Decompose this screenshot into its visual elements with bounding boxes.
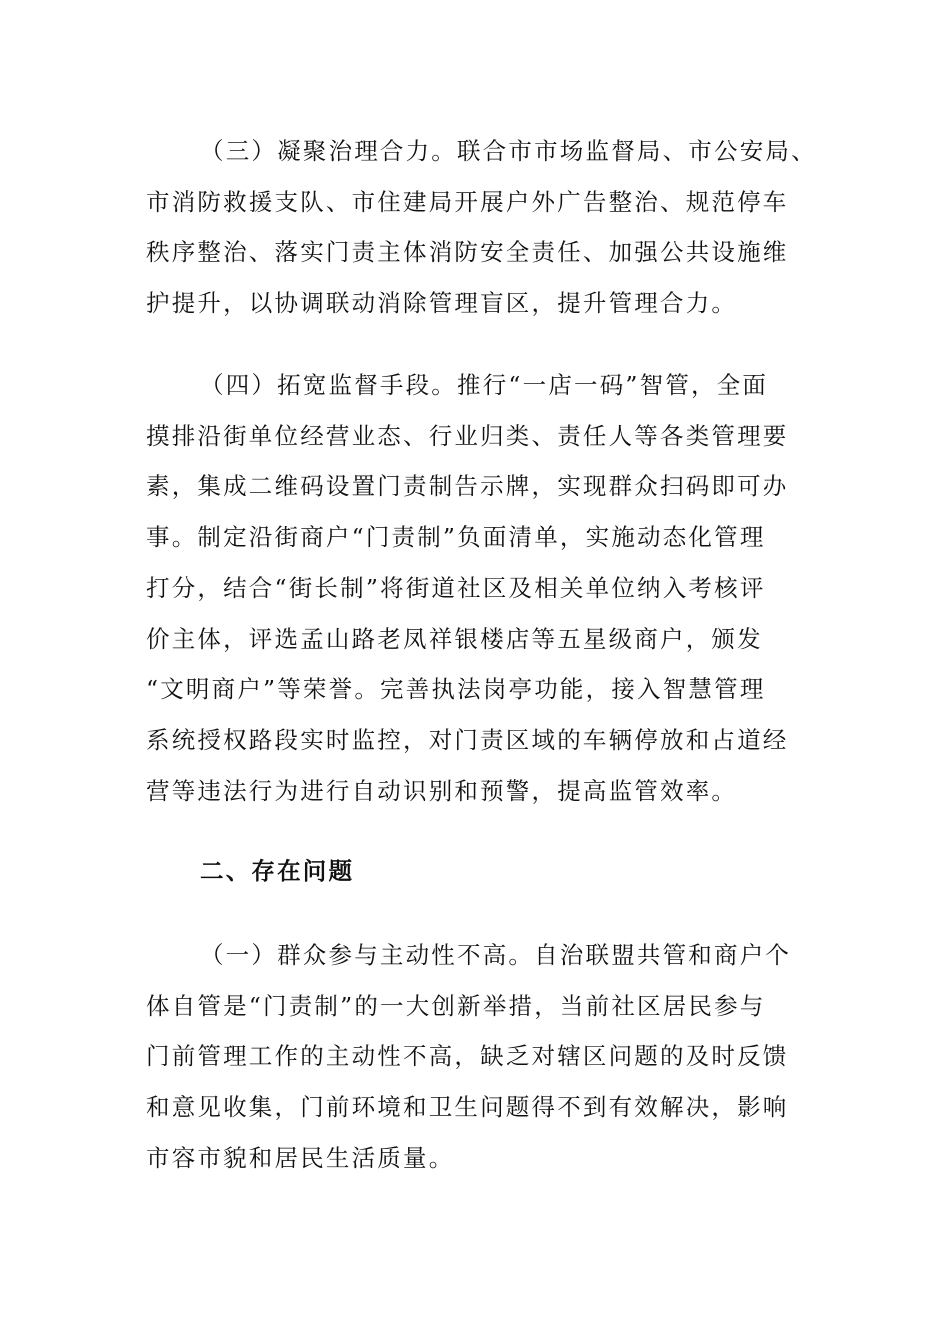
paragraph-line: （三）凝聚治理合力。联合市市场监督局、市公安局、: [200, 137, 817, 165]
paragraph-line: 事。制定沿街商户“门责制”负面清单，实施动态化管理: [146, 523, 766, 552]
paragraph-line: 体自管是“门责制”的一大创新举措，当前社区居民参与: [146, 991, 766, 1020]
paragraph-line: 系统授权路段实时监控，对门责区域的车辆停放和占道经: [146, 725, 789, 754]
paragraph-line: 摸排沿街单位经营业态、行业归类、责任人等各类管理要: [146, 421, 789, 450]
paragraph-line: 护提升，以协调联动消除管理盲区，提升管理合力。: [146, 289, 738, 318]
paragraph-line: 营等违法行为进行自动识别和预警，提高监管效率。: [146, 776, 738, 805]
paragraph-unify-governance: [146, 126, 817, 329]
paragraph-line: 和意见收集，门前环境和卫生问题得不到有效解决，影响: [146, 1093, 789, 1122]
paragraph-line: “文明商户”等荣誉。完善执法岗亭功能，接入智慧管理: [146, 675, 766, 704]
paragraph-line: 门前管理工作的主动性不高，缺乏对辖区问题的及时反馈: [146, 1042, 789, 1071]
section-heading: 二、存在问题: [200, 857, 355, 885]
paragraph-supervision-means: [146, 360, 796, 816]
paragraph-line: 价主体，评选孟山路老凤祥银楼店等五星级商户，颁发: [146, 624, 763, 653]
paragraph-line: （四）拓宽监督手段。推行“一店一码”智管，全面: [200, 371, 769, 399]
paragraph-line: 秩序整治、落实门责主体消防安全责任、加强公共设施维: [146, 238, 789, 267]
paragraph-line: 市容市貌和居民生活质量。: [146, 1143, 455, 1172]
paragraph-public-participation: [146, 930, 796, 1184]
paragraph-line: 市消防救援支队、市住建局开展户外广告整治、规范停车: [146, 187, 789, 216]
paragraph-line: 打分，结合“街长制”将街道社区及相关单位纳入考核评: [146, 573, 766, 602]
paragraph-line: 素，集成二维码设置门责制告示牌，实现群众扫码即可办: [146, 472, 789, 501]
paragraph-line: （一）群众参与主动性不高。自治联盟共管和商户个: [200, 941, 792, 969]
